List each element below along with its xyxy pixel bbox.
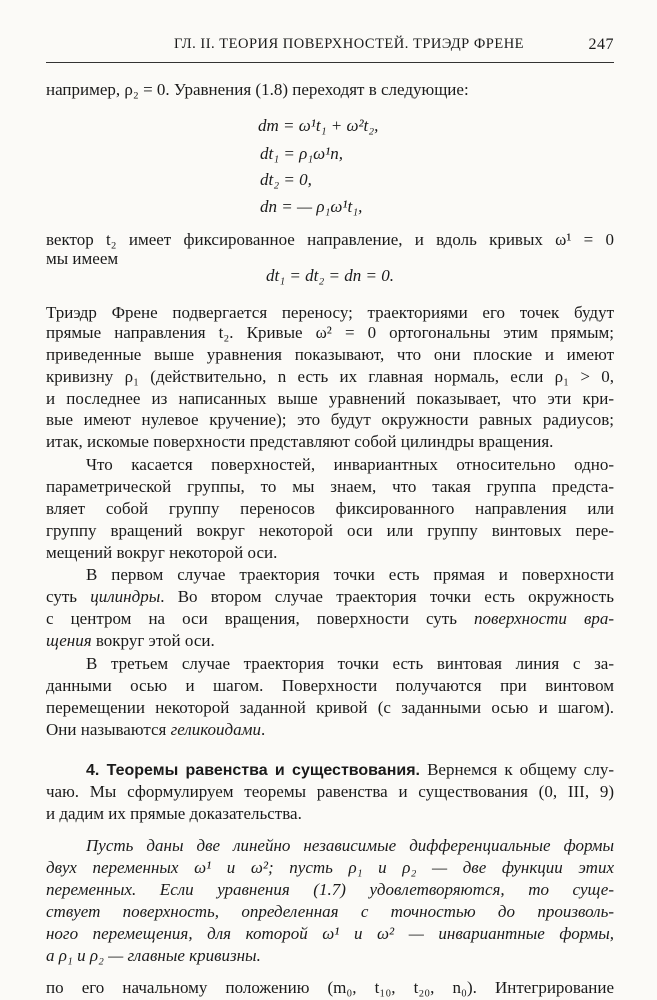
text-line: например, ρ₂ = 0. Уравнения (1.8) переходят в следующие:	[46, 80, 469, 99]
theorem-line: а ρ₁ и ρ₂ — главные кривизны.	[46, 946, 261, 965]
theorem-line: переменных. Если уравнения (1.7) удовлетворяются, то суще-	[46, 880, 614, 899]
text-line: параметрической группы, то мы знаем, что такая группа предста-	[46, 477, 614, 496]
equation-line: dm = ω¹t₁ + ω²t₂,	[258, 116, 379, 135]
text-line: данными осью и шагом. Поверхности получаются при винтовом	[46, 676, 614, 695]
theorem-line: ного перемещения, для которой ω¹ и ω² — инвариантные формы,	[46, 924, 614, 943]
text-line: вектор t₂ имеет фиксированное направление, и вдоль кривых ω¹ = 0	[46, 230, 614, 249]
emphasized-term: поверхности вра-	[474, 609, 614, 628]
text-line: Что касается поверхностей, инвариантных относительно одно-	[86, 455, 614, 474]
header-rule	[46, 62, 614, 63]
text-line: суть цилиндры. Во втором случае траектория точки есть окружность	[46, 587, 614, 606]
page-number: 247	[588, 36, 614, 53]
equation-line: dn = — ρ₁ω¹t₁,	[260, 197, 363, 216]
text-line: мы имеем	[46, 249, 119, 268]
equation-line: dt₁ = dt₂ = dn = 0.	[266, 266, 394, 285]
text-line: мещений вокруг некоторой оси.	[46, 543, 278, 562]
section-heading-line: 4. Теоремы равенства и существования. Вернемся к общему слу-	[86, 760, 614, 779]
text-line: и дадим их прямые доказательства.	[46, 804, 302, 823]
text-line: щения вокруг этой оси.	[46, 631, 215, 650]
text-line: перемещении некоторой заданной кривой (с заданными осью и шагом).	[46, 698, 614, 717]
equation-line: dt₁ = ρ₁ω¹n,	[260, 144, 344, 163]
emphasized-term: щения	[46, 631, 92, 650]
text-line: вляет собой группу переносов фиксированного направления или	[46, 499, 614, 518]
text-line: с центром на оси вращения, поверхности суть поверхности вра-	[46, 609, 614, 628]
emphasized-term: 4. Теоремы равенства и существования.	[86, 762, 420, 779]
text-line: и последнее из написанных выше уравнений показывает, что эти кри-	[46, 389, 614, 408]
text-line: группу вращений вокруг некоторой оси или группу винтовых пере-	[46, 521, 614, 540]
text-line: чаю. Мы сформулируем теоремы равенства и существования (0, III, 9)	[46, 782, 614, 801]
text-line: приведенные выше уравнения показывают, что они плоские и имеют	[46, 345, 614, 364]
text-line: В третьем случае траектория точки есть винтовая линия с за-	[86, 654, 614, 673]
emphasized-term: цилиндры	[90, 587, 161, 606]
text-line: кривизну ρ₁ (действительно, n есть их главная нормаль, если ρ₁ > 0,	[46, 367, 614, 386]
theorem-line: Пусть даны две линейно независимые дифференциальные формы	[86, 836, 614, 855]
theorem-line: ствует поверхность, определенная с точностью до произволь-	[46, 902, 614, 921]
page-header	[46, 36, 614, 58]
text-line: вые имеют нулевое кручение); это будут окружности равных радиусов;	[46, 410, 614, 429]
text-line: итак, искомые поверхности представляют собой цилиндры вращения.	[46, 432, 554, 451]
text-line: прямые направления t₂. Кривые ω² = 0 ортогональны этим прямым;	[46, 323, 614, 342]
text-line: Они называются геликоидами.	[46, 720, 266, 739]
text-line: Триэдр Френе подвергается переносу; траекториями его точек будут	[46, 303, 614, 322]
equation-line: dt₂ = 0,	[260, 170, 312, 189]
theorem-line: двух переменных ω¹ и ω²; пусть ρ₁ и ρ₂ — две функции этих	[46, 858, 614, 877]
emphasized-term: геликоидами	[170, 720, 261, 739]
running-title: ГЛ. II. ТЕОРИЯ ПОВЕРХНОСТЕЙ. ТРИЭДР ФРЕНЕ	[174, 36, 525, 52]
text-line: В первом случае траектория точки есть прямая и поверхности	[86, 565, 614, 584]
text-line: по его начальному положению (m₀, t₁₀, t₂₀, n₀). Интегрирование	[46, 978, 614, 997]
